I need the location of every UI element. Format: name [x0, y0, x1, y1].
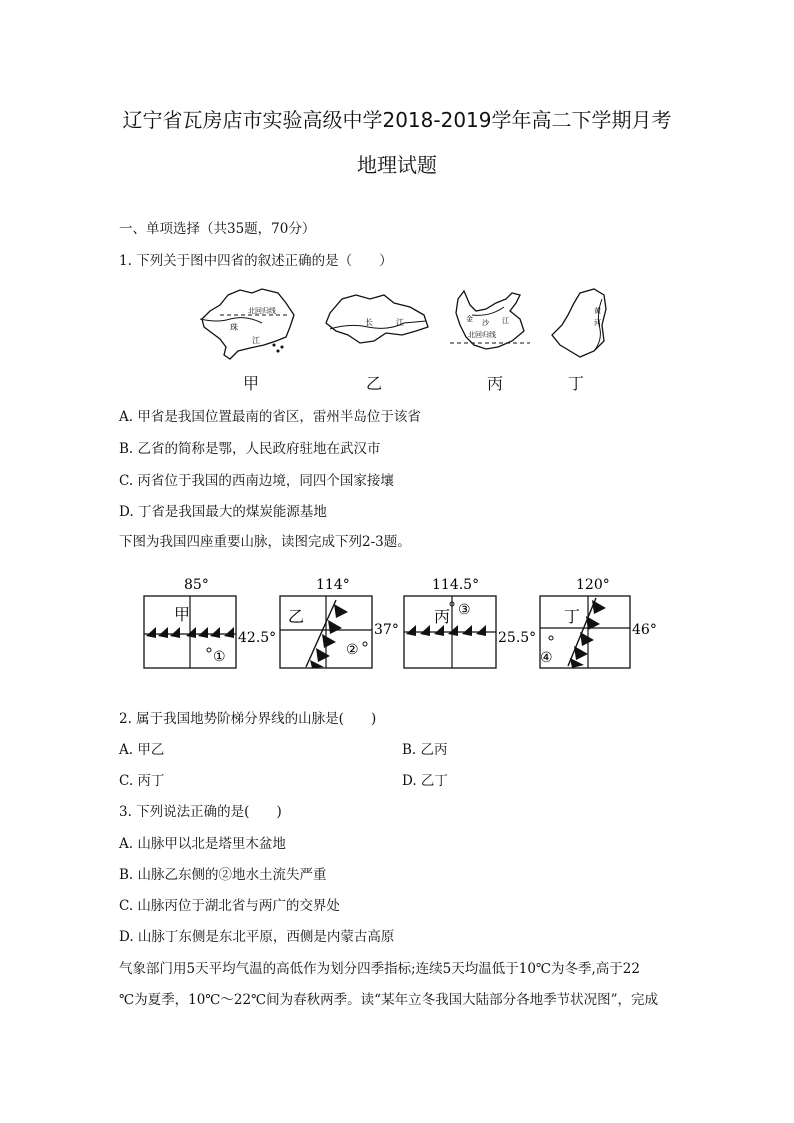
- bing-lon: 114.5°: [432, 577, 480, 593]
- question-2-stem: 2. 属于我国地势阶梯分界线的山脉是( ): [119, 711, 377, 727]
- jia-mountain-name: 甲: [174, 605, 191, 624]
- bing-river-label-1: 金: [466, 315, 473, 323]
- jia-tropic-label: 北回归线: [248, 307, 276, 315]
- mountain-map-jia: [144, 577, 276, 668]
- map-label-bing: 丙: [487, 374, 504, 393]
- bing-lat: 25.5°: [498, 630, 537, 646]
- section-heading: 一、单项选择（共35题，70分）: [119, 221, 316, 237]
- q1-option-a: A. 甲省是我国位置最南的省区，雷州半岛位于该省: [119, 409, 421, 425]
- q2-option-a: A. 甲乙: [119, 742, 165, 758]
- bing-range-symbol: [406, 625, 486, 636]
- question-1-stem: 1. 下列关于图中四省的叙述正确的是（ ）: [119, 253, 393, 269]
- yi-mountain-name: 乙: [288, 607, 305, 626]
- yi-river-label-1: 长: [365, 318, 373, 327]
- q3-option-b: B. 山脉乙东侧的②地水土流失严重: [119, 867, 327, 883]
- yi-river-label-2: 江: [396, 318, 404, 327]
- mountain-map-ding: [540, 577, 657, 668]
- jia-marker: ①: [213, 649, 226, 665]
- yi-marker: ②: [346, 642, 359, 658]
- q3-option-a: A. 山脉甲以北是塔里木盆地: [119, 836, 286, 852]
- ding-mountain-name: 丁: [564, 607, 581, 626]
- ding-river-label-2: 河: [594, 319, 601, 327]
- q1-option-b: B. 乙省的简称是鄂，人民政府驻地在武汉市: [119, 441, 381, 457]
- question-3-stem: 3. 下列说法正确的是( ): [119, 804, 282, 820]
- province-maps: [190, 285, 620, 365]
- bing-mountain-name: 丙: [434, 607, 451, 626]
- province-map-jia: [200, 289, 294, 359]
- q3-option-d: D. 山脉丁东侧是东北平原，西侧是内蒙古高原: [119, 929, 395, 945]
- page-title: 辽宁省瓦房店市实验高级中学2018-2019学年高二下学期月考: [122, 108, 672, 132]
- yi-lat: 37°: [374, 622, 399, 638]
- bing-tropic-label: 北回归线: [468, 331, 496, 339]
- ding-river-label-1: 黄: [594, 307, 601, 315]
- bing-river-label-2: 沙: [482, 319, 489, 327]
- q1-option-d: D. 丁省是我国最大的煤炭能源基地: [119, 504, 327, 520]
- mountain-map-yi: [280, 577, 399, 668]
- q3-option-c: C. 山脉丙位于湖北省与两广的交界处: [119, 898, 340, 914]
- q2-option-b: B. 乙丙: [402, 742, 448, 758]
- province-map-yi: [326, 295, 428, 343]
- province-map-bing: [450, 291, 530, 349]
- ding-lon: 120°: [576, 577, 610, 593]
- mountain-maps: [140, 570, 670, 675]
- bing-marker: ③: [458, 602, 471, 618]
- intro-2-3: 下图为我国四座重要山脉，读图完成下列2-3题。: [119, 534, 411, 550]
- intro-next-line2: ℃为夏季，10℃～22℃间为春秋两季。读“某年立冬我国大陆部分各地季节状况图”，完成: [119, 992, 658, 1008]
- yi-range-symbol: [306, 600, 348, 668]
- jia-river-label-2: 江: [252, 336, 260, 345]
- q2-option-d: D. 乙丁: [402, 773, 448, 789]
- jia-lat: 42.5°: [238, 630, 277, 646]
- jia-river-label-1: 珠: [230, 323, 238, 332]
- yi-lon: 114°: [316, 577, 350, 593]
- map-label-jia: 甲: [243, 374, 260, 393]
- bing-river-label-3: 江: [502, 317, 509, 325]
- ding-marker: ④: [540, 650, 553, 666]
- jia-lon: 85°: [184, 577, 209, 593]
- q2-option-c: C. 丙丁: [119, 773, 165, 789]
- mountain-map-bing: [404, 577, 536, 668]
- ding-lat: 46°: [632, 622, 657, 638]
- intro-next-line1: 气象部门用5天平均气温的高低作为划分四季指标;连续5天均温低于10℃为冬季,高于22: [119, 961, 640, 977]
- map-label-ding: 丁: [568, 374, 585, 393]
- page-subtitle: 地理试题: [357, 153, 437, 177]
- map-label-yi: 乙: [366, 374, 383, 393]
- q1-option-c: C. 丙省位于我国的西南边境，同四个国家接壤: [119, 473, 394, 489]
